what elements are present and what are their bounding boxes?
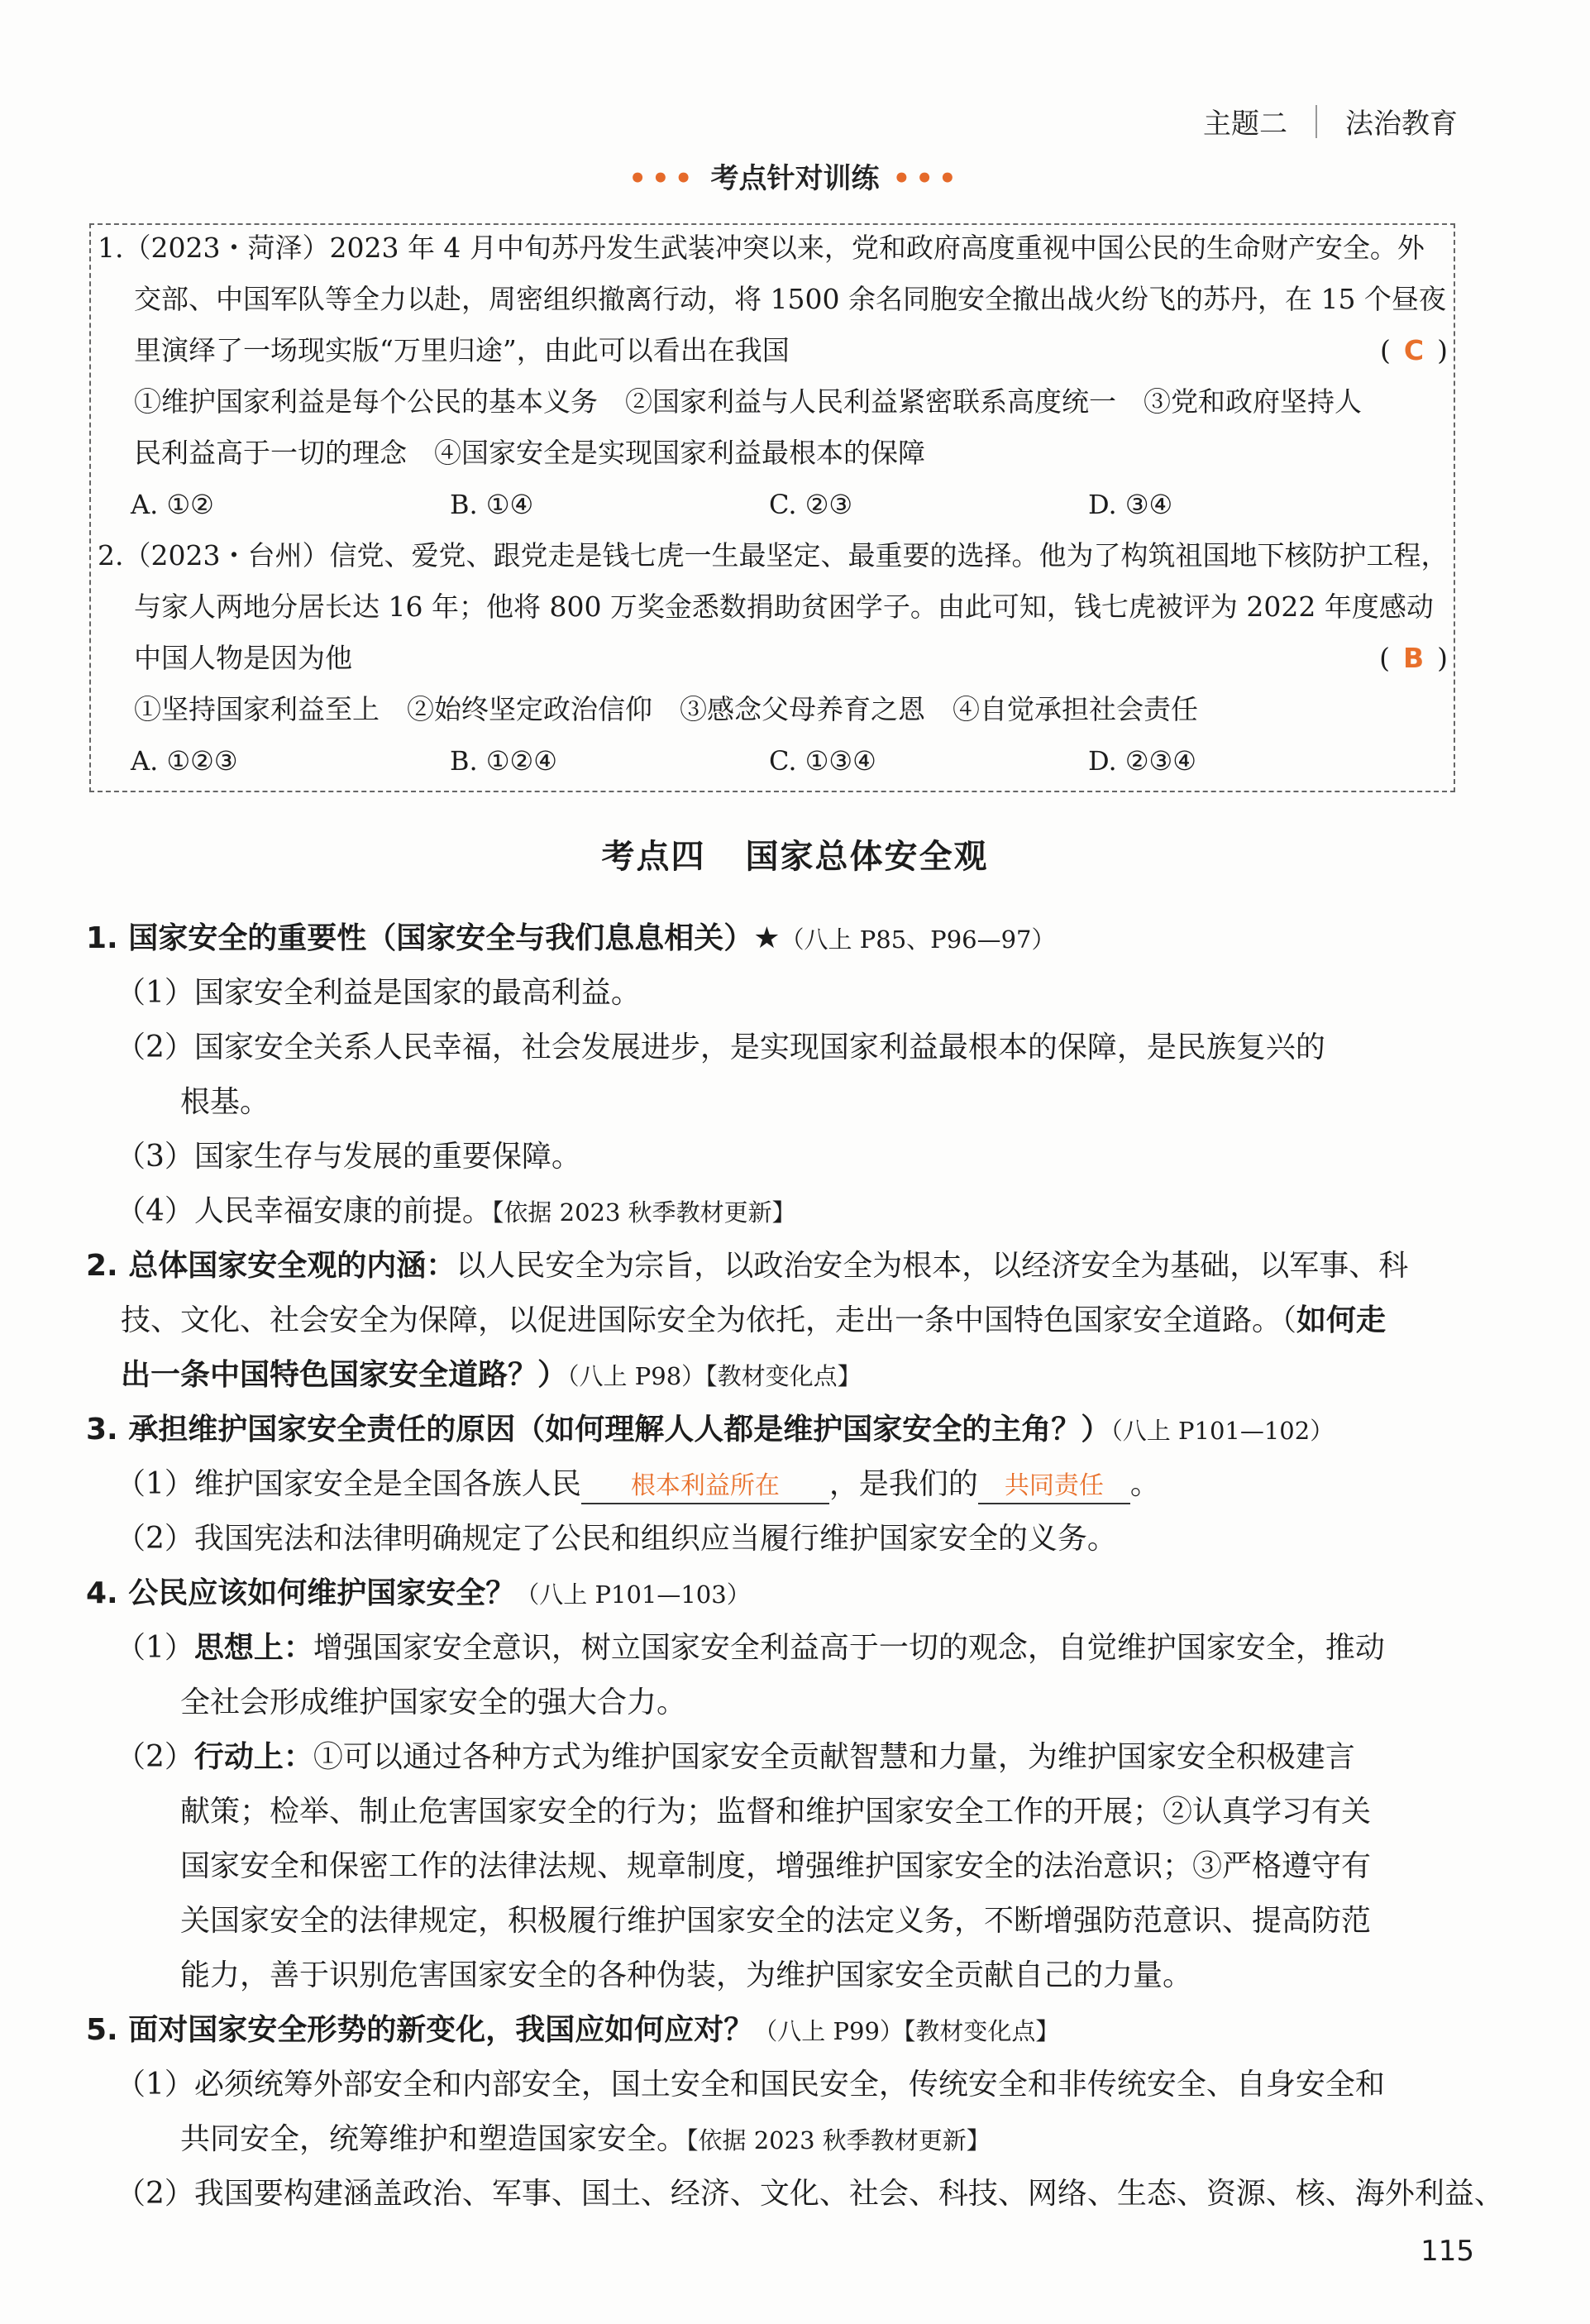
q2-line2: 与家人两地分居长达 16 年；他将 800 万奖金悉数捐助贫困学子。由此可知，钱七虎被评为 2022 年度感动 <box>134 591 1434 623</box>
p5-item1-cont: 共同安全，统筹维护和塑造国家安全。【依据 2023 秋季教材更新】 <box>180 2122 991 2156</box>
q2-line3: 中国人物是因为他 <box>134 642 352 674</box>
q2-answer: ( B ) <box>1379 642 1448 674</box>
p4-item1: （1）思想上：增强国家安全意识，树立国家安全利益高于一切的观念，自觉维护国家安全，推动 <box>116 1631 1385 1665</box>
training-title: ••• 考点针对训练 ••• <box>628 162 962 195</box>
q1-line5: 民利益高于一切的理念 ④国家安全是实现国家利益最根本的保障 <box>134 437 925 469</box>
q2-option-b: B. ①②④ <box>450 745 557 777</box>
q2-option-c: C. ①③④ <box>769 745 876 777</box>
p5-heading: 5. 面对国家安全形势的新变化，我国应如何应对？（八上 P99）【教材变化点】 <box>86 2013 1060 2047</box>
p2-line2: 技、文化、社会安全为保障，以促进国际安全为依托，走出一条中国特色国家安全道路。（如何走 <box>121 1303 1387 1337</box>
header-title: 法治教育 <box>1345 108 1458 141</box>
q2-option-a: A. ①②③ <box>131 745 238 777</box>
q1-line4: ①维护国家利益是每个公民的基本义务 ②国家利益与人民利益紧密联系高度统一 ③党和政府坚持人 <box>134 385 1362 418</box>
q1-line2: 交部、中国军队等全力以赴，周密组织撤离行动，将 1500 余名同胞安全撤出战火纷飞的苏丹，在 15 个昼夜 <box>134 283 1446 315</box>
p1-item2-cont: 根基。 <box>180 1085 270 1119</box>
q2-line1: 2.（2023・台州）信党、爱党、跟党走是钱七虎一生最坚定、最重要的选择。他为了构筑祖国地下核防护工程， <box>98 539 1449 571</box>
p4-heading: 4. 公民应该如何维护国家安全？（八上 P101—103） <box>86 1576 751 1610</box>
p4-item2-cont2: 国家安全和保密工作的法律法规、规章制度，增强维护国家安全的法治意识；③严格遵守有 <box>180 1849 1372 1883</box>
p2-line3: 出一条中国特色国家安全道路？）（八上 P98）【教材变化点】 <box>121 1358 862 1392</box>
q1-answer: ( C ) <box>1380 334 1448 366</box>
p1-item1: （1）国家安全利益是国家的最高利益。 <box>116 976 641 1010</box>
q1-option-a: A. ①② <box>131 489 214 520</box>
p5-item1: （1）必须统筹外部安全和内部安全，国土安全和国民安全，传统安全和非传统安全、自身安全和 <box>116 2068 1385 2102</box>
q2-option-d: D. ②③④ <box>1088 745 1196 777</box>
p5-item2: （2）我国要构建涵盖政治、军事、国土、经济、文化、社会、科技、网络、生态、资源、核、海外利益、 <box>116 2177 1504 2211</box>
q1-option-b: B. ①④ <box>450 489 534 520</box>
running-header <box>1203 101 1458 141</box>
p3-heading: 3. 承担维护国家安全责任的原因（如何理解人人都是维护国家安全的主角？）（八上 P101—102） <box>86 1413 1335 1447</box>
p4-item2-cont3: 关国家安全的法律规定，积极履行维护国家安全的法定义务，不断增强防范意识、提高防范 <box>180 1904 1372 1938</box>
dots-left: ••• <box>628 162 698 195</box>
p1-item4: （4）人民幸福安康的前提。【依据 2023 秋季教材更新】 <box>116 1194 796 1228</box>
fill-blank-1: 根本利益所在 <box>581 1470 829 1504</box>
p1-item3: （3）国家生存与发展的重要保障。 <box>116 1140 581 1174</box>
q1-line3: 里演绎了一场现实版“万里归途”，由此可以看出在我国 <box>134 334 790 366</box>
header-section: 主题二 <box>1203 108 1287 141</box>
q1-line1: 1.（2023・菏泽）2023 年 4 月中旬苏丹发生武装冲突以来，党和政府高度重视中国公民的生命财产安全。外 <box>98 232 1425 264</box>
p1-item2: （2）国家安全关系人民幸福，社会发展进步，是实现国家利益最根本的保障，是民族复兴的 <box>116 1030 1325 1064</box>
p4-item2-cont1: 献策；检举、制止危害国家安全的行为；监督和维护国家安全工作的开展；②认真学习有关 <box>180 1795 1372 1829</box>
p4-item1-cont: 全社会形成维护国家安全的强大合力。 <box>180 1686 687 1719</box>
p3-item2: （2）我国宪法和法律明确规定了公民和组织应当履行维护国家安全的义务。 <box>116 1522 1117 1556</box>
dots-right: ••• <box>892 162 962 195</box>
q1-option-c: C. ②③ <box>769 489 853 520</box>
p1-heading: 1. 国家安全的重要性（国家安全与我们息息相关）★（八上 P85、P96—97） <box>86 921 1056 955</box>
p4-item2-cont4: 能力，善于识别危害国家安全的各种伪装，为维护国家安全贡献自己的力量。 <box>180 1958 1193 1992</box>
q2-line4: ①坚持国家利益至上 ②始终坚定政治信仰 ③感念父母养育之恩 ④自觉承担社会责任 <box>134 693 1198 725</box>
section-title: 考点四 国家总体安全观 <box>601 838 989 876</box>
p2-line1: 2. 总体国家安全观的内涵：以人民安全为宗旨，以政治安全为根本，以经济安全为基础，以军事、科 <box>86 1249 1409 1283</box>
p3-item1: （1）维护国家安全是全国各族人民 根本利益所在 ，是我们的 共同责任 。 <box>116 1466 1160 1504</box>
page-number: 115 <box>1420 2235 1474 2268</box>
header-divider <box>1315 105 1317 138</box>
q1-option-d: D. ③④ <box>1088 489 1173 520</box>
p4-item2: （2）行动上：①可以通过各种方式为维护国家安全贡献智慧和力量，为维护国家安全积极建言 <box>116 1740 1355 1774</box>
fill-blank-2: 共同责任 <box>978 1470 1130 1504</box>
